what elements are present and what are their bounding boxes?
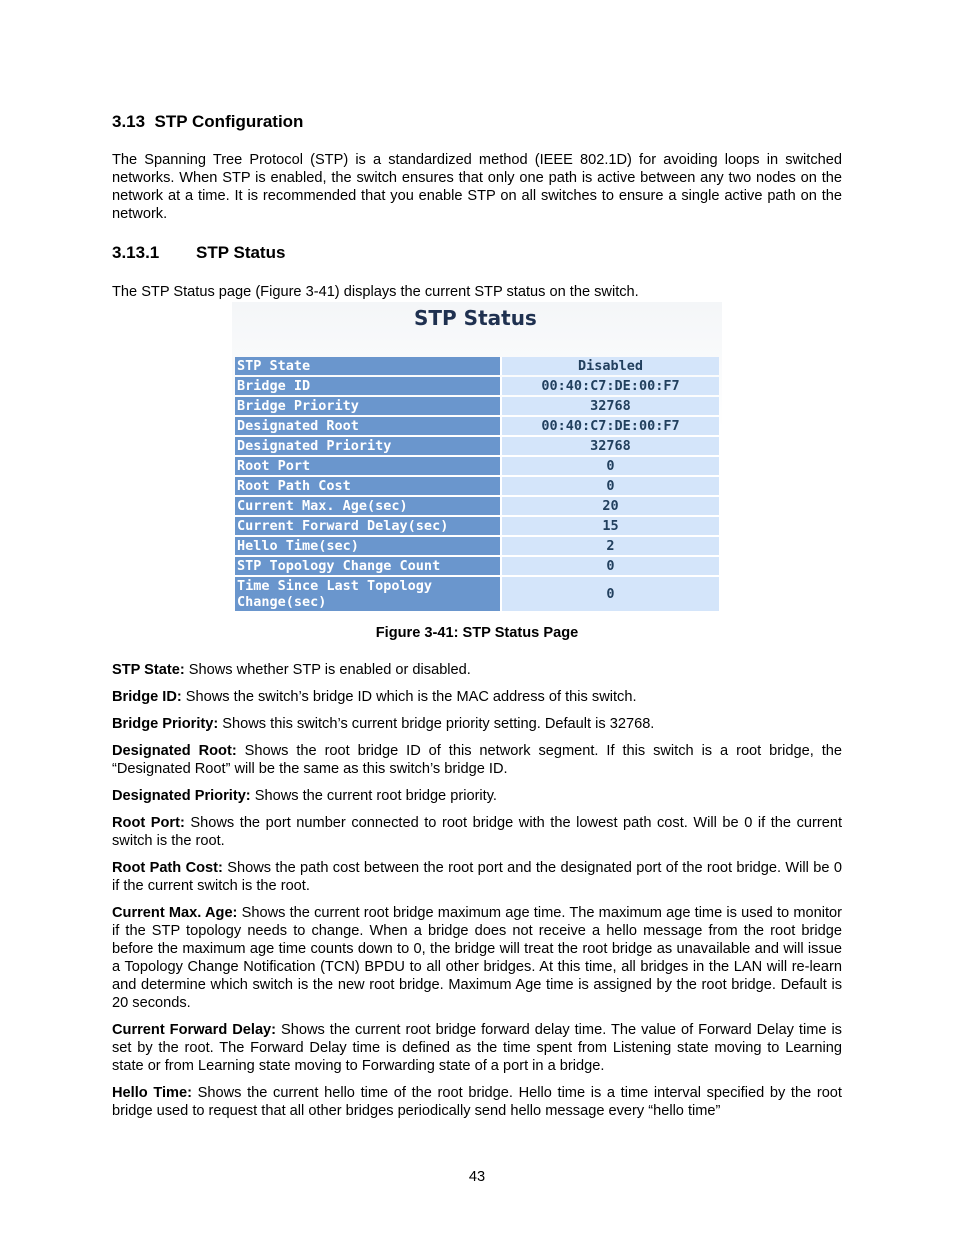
table-row: [235, 417, 719, 435]
definition-term: Designated Root:: [112, 743, 237, 759]
definition-text: Shows the current hello time of the root bridge. Hello time is a time interval specified by the root bridge used to request that all other bridges periodically send hello message every “hello time”: [112, 1085, 842, 1119]
table-row: [235, 437, 719, 455]
table-row: [235, 477, 719, 495]
row-label: Designated Priority: [235, 437, 502, 455]
definitions-list: [112, 661, 842, 1129]
definition-item: [112, 814, 842, 850]
stp-status-screenshot: [232, 302, 722, 620]
definition-text: Shows this switch’s current bridge priority setting. Default is 32768.: [222, 716, 655, 732]
definition-text: Shows the switch’s bridge ID which is the MAC address of this switch.: [185, 689, 637, 705]
table-row: [235, 497, 719, 515]
definition-term: STP State:: [112, 662, 185, 678]
table-row: [235, 557, 719, 575]
definition-item: [112, 661, 842, 679]
row-label: Root Path Cost: [235, 477, 502, 495]
row-value: Disabled: [502, 357, 719, 375]
definition-term: Bridge ID:: [112, 689, 182, 705]
definition-term: Root Port:: [112, 815, 185, 831]
lead-paragraph: The STP Status page (Figure 3-41) displays the current STP status on the switch.: [112, 284, 639, 300]
section-heading: [112, 112, 303, 132]
definition-text: Shows the current root bridge priority.: [254, 788, 497, 804]
definition-term: Current Forward Delay:: [112, 1022, 277, 1038]
table-row: [235, 577, 719, 611]
definition-text: Shows the root bridge ID of this network segment. If this switch is a root bridge, the “Designated Root” will be the same as this switch’s bridge ID.: [112, 743, 842, 777]
row-value: 0: [502, 477, 719, 495]
row-value: 2: [502, 537, 719, 555]
row-label: Current Forward Delay(sec): [235, 517, 502, 535]
definition-text: Shows the port number connected to root bridge with the lowest path cost. Will be 0 if the current switch is the root.: [112, 815, 842, 849]
definition-text: Shows the current root bridge maximum age time. The maximum age time is used to monitor if the STP topology needs to change. When a bridge does not receive a hello message from the root bridge before the maximum age time counts down to 0, the bridge will treat the root bridge as unavailable and will issue a Topology Change Notification (TCN) BPDU to all other bridges. At this time, all bridges in the LAN will re-learn and determine which switch is the new root bridge. Maximum Age time is assigned by the root bridge. Default is 20 seconds.: [112, 905, 842, 1011]
row-value: 0: [502, 557, 719, 575]
subsection-heading: [112, 243, 285, 263]
figure-caption: Figure 3-41: STP Status Page: [375, 625, 579, 641]
definition-item: [112, 742, 842, 778]
row-value: 15: [502, 517, 719, 535]
subsection-title: STP Status: [196, 243, 286, 262]
row-label: Designated Root: [235, 417, 502, 435]
row-label: Bridge Priority: [235, 397, 502, 415]
definition-term: Designated Priority:: [112, 788, 251, 804]
row-label: Hello Time(sec): [235, 537, 502, 555]
stp-status-table: [235, 355, 719, 613]
definition-item: [112, 787, 842, 805]
table-row: [235, 457, 719, 475]
row-value: 0: [502, 457, 719, 475]
row-value: 20: [502, 497, 719, 515]
definition-term: Current Max. Age:: [112, 905, 238, 921]
page-number: 43: [468, 1169, 486, 1185]
row-label: Current Max. Age(sec): [235, 497, 502, 515]
table-row: [235, 537, 719, 555]
table-row: [235, 517, 719, 535]
row-value: 32768: [502, 397, 719, 415]
row-value: 0: [502, 577, 719, 611]
row-label: Bridge ID: [235, 377, 502, 395]
row-label: Root Port: [235, 457, 502, 475]
subsection-number: 3.13.1: [112, 243, 160, 262]
definition-term: Bridge Priority:: [112, 716, 219, 732]
table-row: [235, 397, 719, 415]
row-value: 00:40:C7:DE:00:F7: [502, 377, 719, 395]
row-label: Time Since Last Topology Change(sec): [235, 577, 502, 611]
section-number: 3.13: [112, 112, 146, 131]
definition-text: Shows the path cost between the root port and the designated port of the root bridge. Will be 0 if the current switch is the root.: [112, 860, 842, 894]
definition-term: Root Path Cost:: [112, 860, 223, 876]
definition-item: [112, 904, 842, 1012]
definition-item: [112, 715, 842, 733]
row-value: 32768: [502, 437, 719, 455]
definition-text: Shows the current root bridge forward delay time. The value of Forward Delay time is set by the root. The Forward Delay time is defined as the time spent from Listening state moving to Learning state or from Learning state moving to Forwarding state of a port in a bridge.: [112, 1022, 842, 1074]
definition-item: [112, 1084, 842, 1120]
section-title: STP Configuration: [154, 112, 304, 131]
row-value: 00:40:C7:DE:00:F7: [502, 417, 719, 435]
row-label: STP State: [235, 357, 502, 375]
table-row: [235, 377, 719, 395]
definition-item: [112, 1021, 842, 1075]
intro-paragraph: The Spanning Tree Protocol (STP) is a standardized method (IEEE 802.1D) for avoiding loops in switched networks. When STP is enabled, the switch ensures that only one path is active between any two nodes on the network at a time. It is recommended that you enable STP on all switches to ensure a single active path on the network.: [112, 152, 842, 222]
definition-term: Hello Time:: [112, 1085, 192, 1101]
definition-text: Shows whether STP is enabled or disabled.: [188, 662, 471, 678]
screenshot-title: STP Status: [414, 306, 537, 330]
definition-item: [112, 688, 842, 706]
row-label: STP Topology Change Count: [235, 557, 502, 575]
table-row: [235, 357, 719, 375]
definition-item: [112, 859, 842, 895]
